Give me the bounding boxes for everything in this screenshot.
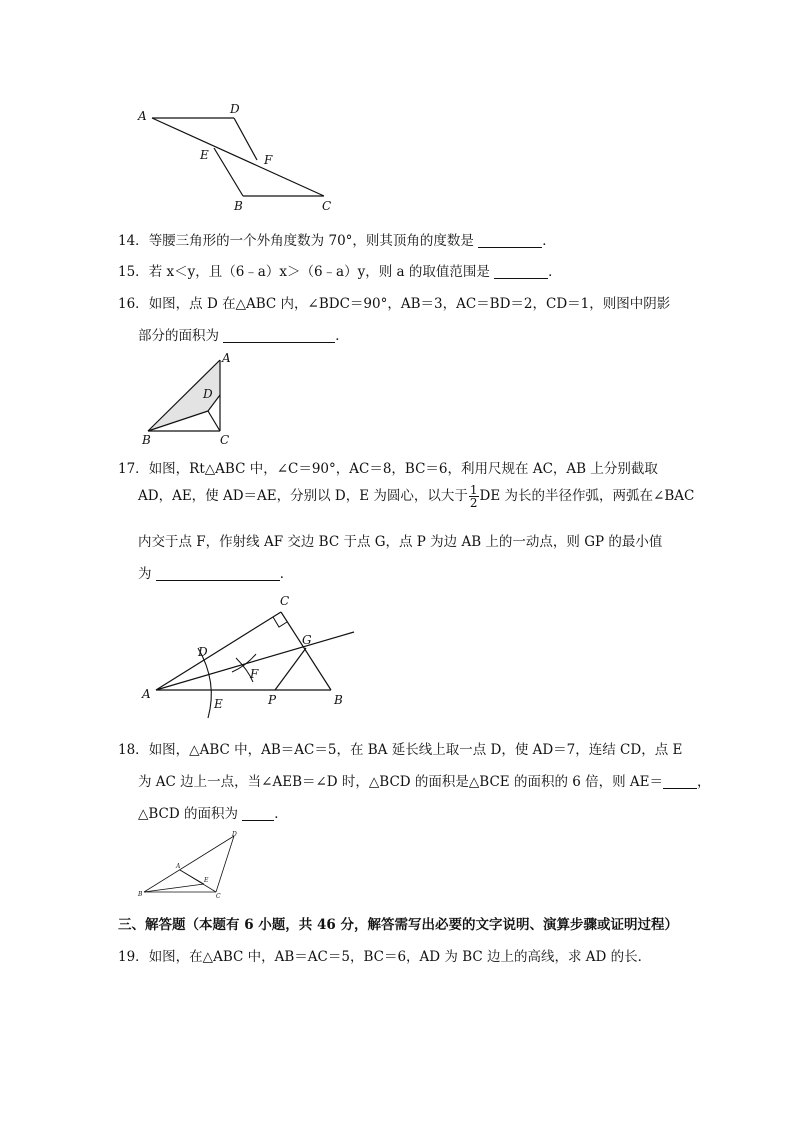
label-D: D <box>198 645 208 659</box>
question-16 <box>118 292 670 312</box>
label-A: A <box>222 351 231 365</box>
question-17-line3 <box>138 530 662 550</box>
frac-denominator: 2 <box>469 496 478 510</box>
q17-line2a: AD，AE，使 AD＝AE，分别以 D，E 为圆心，以大于 <box>138 488 468 504</box>
q18-line2: 为 AC 边上一点，当∠AEB＝∠D 时，△BCD 的面积是△BCE 的面积的 6 倍，则 AE＝ <box>138 774 664 790</box>
question-16-line2 <box>138 324 349 344</box>
label-C: C <box>322 199 332 213</box>
question-18-line2 <box>138 770 711 790</box>
label-A: A <box>176 863 181 870</box>
label-P: P <box>268 693 277 707</box>
question-17 <box>118 457 658 477</box>
q17-number: 17． <box>118 461 149 477</box>
label-F: F <box>250 667 259 681</box>
q17-line2b: DE 为长的半径作弧，两弧在∠BAC <box>479 488 695 504</box>
q17-line3: 内交于点 F，作射线 AF 交边 BC 于点 G，点 P 为边 AB 上的一动点，则 GP 的最小值 <box>138 534 663 550</box>
q15-answer-blank[interactable] <box>494 264 548 279</box>
q14-answer-blank[interactable] <box>478 233 542 248</box>
label-C: C <box>280 594 290 608</box>
q14-number: 14． <box>118 233 149 249</box>
q19-text: 如图，在△ABC 中，AB＝AC＝5，BC＝6，AD 为 BC 边上的高线，求 AD 的长． <box>148 949 652 965</box>
q15-text: 若 x＜y，且（6﹣a）x＞（6﹣a）y，则 a 的取值范围是 <box>148 264 490 280</box>
label-A: A <box>138 109 147 123</box>
q17-answer-blank[interactable] <box>156 566 280 581</box>
label-B: B <box>138 891 143 898</box>
section-3-heading <box>118 913 678 933</box>
q18-ae-blank[interactable] <box>663 774 697 789</box>
question-18 <box>118 738 682 758</box>
q16-line2: 部分的面积为 <box>138 328 219 344</box>
section-3-title: 三、解答题（本题有 6 小题，共 46 分，解答需写出必要的文字说明、演算步骤或证明过程） <box>118 917 678 933</box>
label-C: C <box>220 433 230 447</box>
label-E: E <box>214 697 223 711</box>
q14-end: ． <box>542 233 556 249</box>
q18-area-blank[interactable] <box>242 806 274 821</box>
q18-line2-end: ， <box>697 774 711 790</box>
q17-line4: 为 <box>138 566 152 582</box>
q18-line1: 如图，△ABC 中，AB＝AC＝5，在 BA 延长线上取一点 D，使 AD＝7，连结 CD，点 E <box>148 742 683 758</box>
q16-answer-blank[interactable] <box>223 328 335 343</box>
label-D: D <box>232 831 237 838</box>
label-B: B <box>234 199 243 213</box>
question-15 <box>118 260 562 280</box>
frac-numerator: 1 <box>469 483 478 497</box>
question-17-line4 <box>138 562 293 582</box>
figure-q16 <box>138 348 248 448</box>
q18-end: ． <box>274 806 288 822</box>
question-18-line3 <box>138 802 288 822</box>
question-17-line2 <box>138 484 694 509</box>
figure-q17 <box>136 590 366 720</box>
label-B: B <box>142 433 151 447</box>
q17-line1: 如图，Rt△ABC 中，∠C＝90°，AC＝8，BC＝6，利用尺规在 AC，AB 上分别截取 <box>148 461 658 477</box>
q14-text: 等腰三角形的一个外角度数为 70°，则其顶角的度数是 <box>148 233 474 249</box>
q18-line3: △BCD 的面积为 <box>138 806 238 822</box>
q15-number: 15． <box>118 264 149 280</box>
label-C: C <box>216 893 221 900</box>
label-B: B <box>334 693 343 707</box>
q18-number: 18． <box>118 742 149 758</box>
fraction-one-half <box>469 484 479 509</box>
question-19 <box>118 945 651 965</box>
label-E: E <box>200 148 209 162</box>
label-D: D <box>203 387 213 401</box>
q16-end: ． <box>335 328 349 344</box>
label-F: F <box>264 153 273 167</box>
q19-number: 19． <box>118 949 149 965</box>
q16-number: 16． <box>118 296 149 312</box>
q15-end: ． <box>548 264 562 280</box>
label-D: D <box>230 102 240 116</box>
label-E: E <box>204 877 209 884</box>
figure-q18 <box>136 828 246 900</box>
q16-line1: 如图，点 D 在△ABC 内，∠BDC＝90°，AB＝3，AC＝BD＝2，CD＝1，则图中阴影 <box>148 296 671 312</box>
question-14 <box>118 229 556 249</box>
label-A: A <box>142 687 151 701</box>
figure-q13 <box>130 98 350 216</box>
label-G: G <box>302 633 312 647</box>
q17-end: ． <box>279 566 294 582</box>
